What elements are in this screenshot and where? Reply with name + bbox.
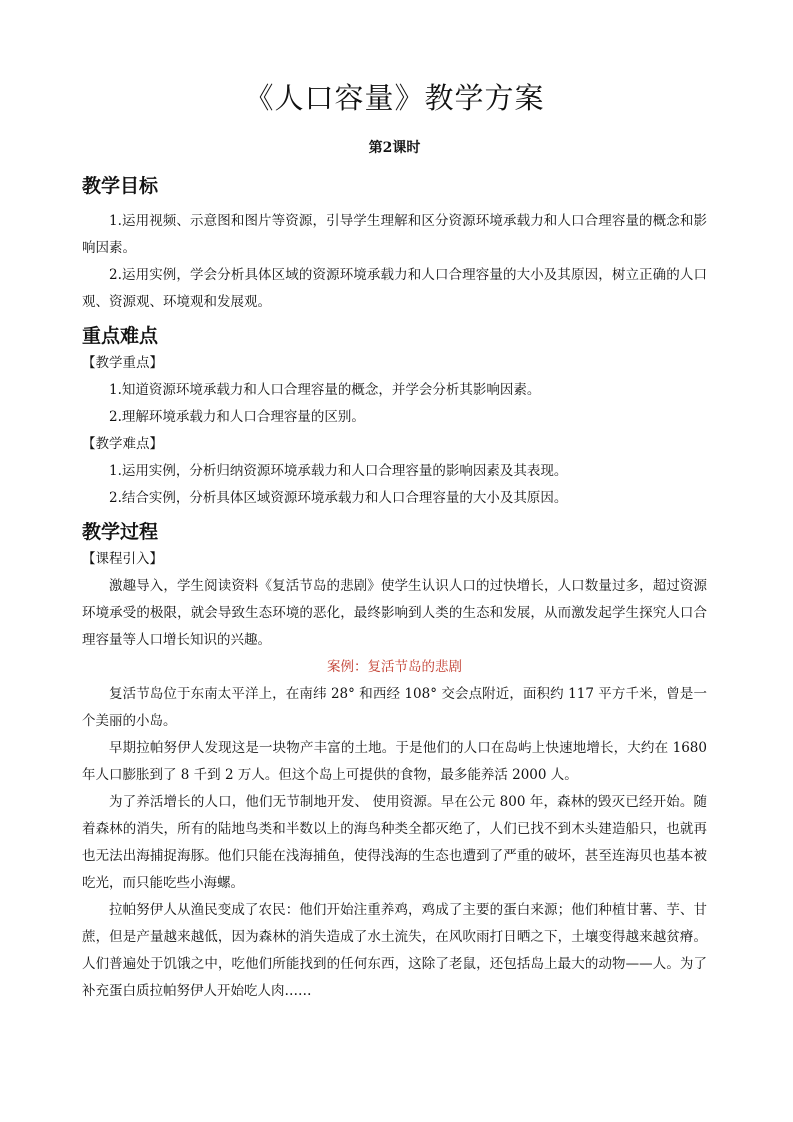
- difficulty-item-1: 1.运用实例，分析归纳资源环境承载力和人口合理容量的影响因素及其表现。: [109, 463, 568, 479]
- focus-item-1: 1.知道资源环境承载力和人口合理容量的概念，并学会分析其影响因素。: [109, 382, 541, 398]
- difficulty-label: 【教学难点】: [82, 436, 163, 452]
- case-paragraph: 拉帕努伊人从渔民变成了农民：他们开始注重养鸡，鸡成了主要的蛋白来源；他们种植甘薯、芋、甘蔗，但是产量越来越低，因为森林的消失造成了水土流失，在风吹雨打日晒之下，土壤变得越来越贫瘠。人们普遍处于饥饿之中，吃他们所能找到的任何东西，这除了老鼠，还包括岛上最大的动物——人。为了补充蛋白质拉帕努伊人开始吃人肉……: [82, 902, 707, 999]
- case-title: 案例：复活节岛的悲剧: [327, 659, 462, 675]
- goal-item-1: 1.运用视频、示意图和图片等资源，引导学生理解和区分资源环境承载力和人口合理容量的概念和影响因素。: [82, 213, 707, 256]
- goal-item-2: 2.运用实例，学会分析具体区域的资源环境承载力和人口合理容量的大小及其原因，树立正确的人口观、资源观、环境观和发展观。: [82, 267, 707, 310]
- section-heading-key-points: 重点难点: [82, 325, 159, 347]
- lesson-subtitle: 第2课时: [368, 140, 421, 156]
- document-title: 《人口容量》教学方案: [244, 81, 545, 115]
- case-paragraph: 复活节岛位于东南太平洋上，在南纬 28° 和西经 108° 交会点附近，面积约 117 平方千米，曾是一个美丽的小岛。: [82, 686, 707, 729]
- focus-label: 【教学重点】: [82, 355, 163, 371]
- case-paragraph: 早期拉帕努伊人发现这是一块物产丰富的土地。于是他们的人口在岛屿上快速地增长，大约在 1680 年人口膨胀到了 8 千到 2 万人。但这个岛上可提供的食物，最多能养活 2000 人。: [82, 740, 707, 783]
- intro-label: 【课程引入】: [82, 551, 163, 567]
- difficulty-item-2: 2.结合实例，分析具体区域资源环境承载力和人口合理容量的大小及其原因。: [109, 490, 568, 506]
- case-paragraph: 为了养活增长的人口，他们无节制地开发、 使用资源。早在公元 800 年，森林的毁灭已经开始。随着森林的消失，所有的陆地鸟类和半数以上的海鸟种类全都灭绝了，人们已找不到木头建造船只，也就再也无法出海捕捉海豚。他们只能在浅海捕鱼，使得浅海的生态也遭到了严重的破坏，甚至连海贝也基本被吃光，而只能吃些小海螺。: [82, 794, 707, 891]
- focus-item-2: 2.理解环境承载力和人口合理容量的区别。: [109, 409, 365, 425]
- section-heading-process: 教学过程: [82, 521, 159, 543]
- section-heading-goals: 教学目标: [82, 175, 159, 197]
- intro-text: 激趣导入，学生阅读资料《复活节岛的悲剧》使学生认识人口的过快增长，人口数量过多，超过资源环境承受的极限，就会导致生态环境的恶化，最终影响到人类的生态和发展，从而激发起学生探究人口合理容量等人口增长知识的兴趣。: [82, 578, 707, 648]
